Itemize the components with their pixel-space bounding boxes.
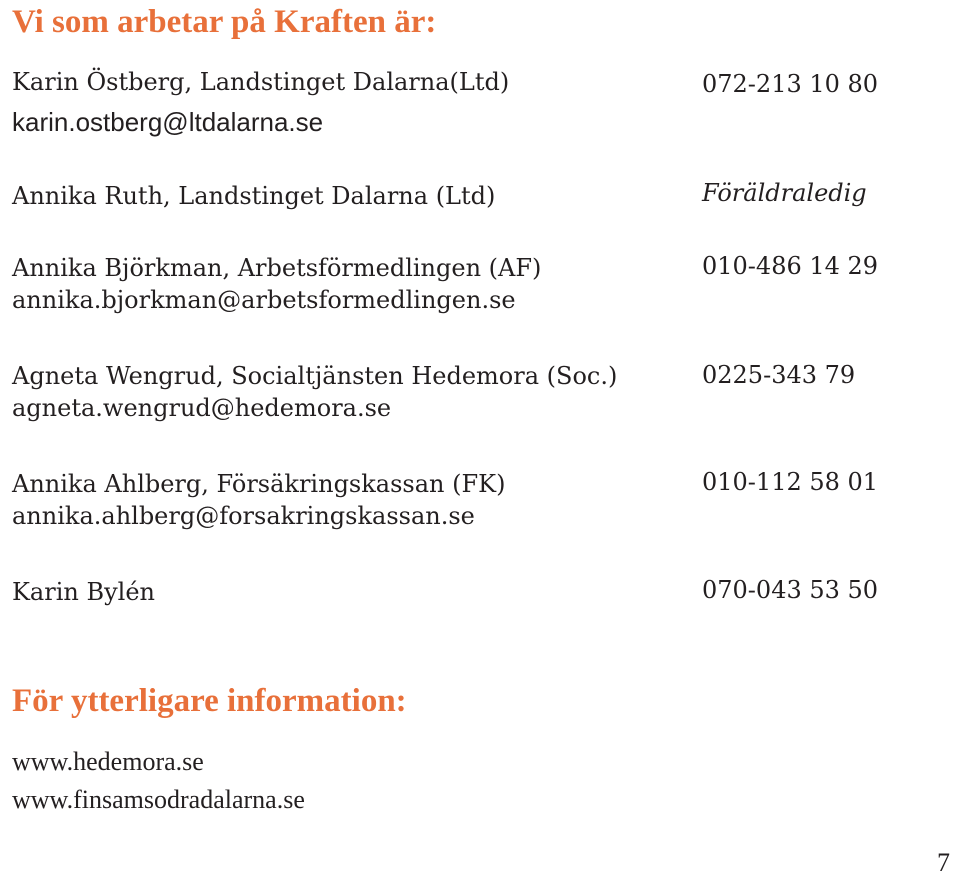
contact-email[interactable]: annika.bjorkman@arbetsformedlingen.se — [12, 286, 516, 314]
contact-name: Karin Bylén — [12, 578, 156, 606]
contact-phone: 0225-343 79 — [702, 361, 856, 389]
info-heading: För ytterligare information: — [12, 683, 407, 719]
contact-phone: 010-112 58 01 — [702, 468, 879, 496]
link-hedemora[interactable]: www.hedemora.se — [12, 747, 204, 776]
contact-name: Annika Ahlberg, Försäkringskassan (FK) — [12, 470, 506, 498]
contact-phone: 070-043 53 50 — [702, 576, 879, 604]
page-number: 7 — [937, 848, 950, 877]
contact-email[interactable]: agneta.wengrud@hedemora.se — [12, 394, 392, 422]
contact-name: Agneta Wengrud, Socialtjänsten Hedemora (Soc.) — [12, 362, 618, 390]
contact-name: Annika Ruth, Landstinget Dalarna (Ltd) — [12, 182, 496, 210]
contact-email[interactable]: karin.ostberg@ltdalarna.se — [12, 107, 324, 137]
staff-heading: Vi som arbetar på Kraften är: — [12, 4, 437, 40]
contact-phone: 072-213 10 80 — [702, 70, 879, 98]
contact-phone: 010-486 14 29 — [702, 252, 879, 280]
contact-name: Annika Björkman, Arbetsförmedlingen (AF) — [12, 254, 542, 282]
contact-name: Karin Östberg, Landstinget Dalarna(Ltd) — [12, 68, 510, 96]
contact-status: Föräldraledig — [702, 179, 867, 207]
link-finsam[interactable]: www.finsamsodradalarna.se — [12, 785, 305, 814]
contact-email[interactable]: annika.ahlberg@forsakringskassan.se — [12, 502, 475, 530]
